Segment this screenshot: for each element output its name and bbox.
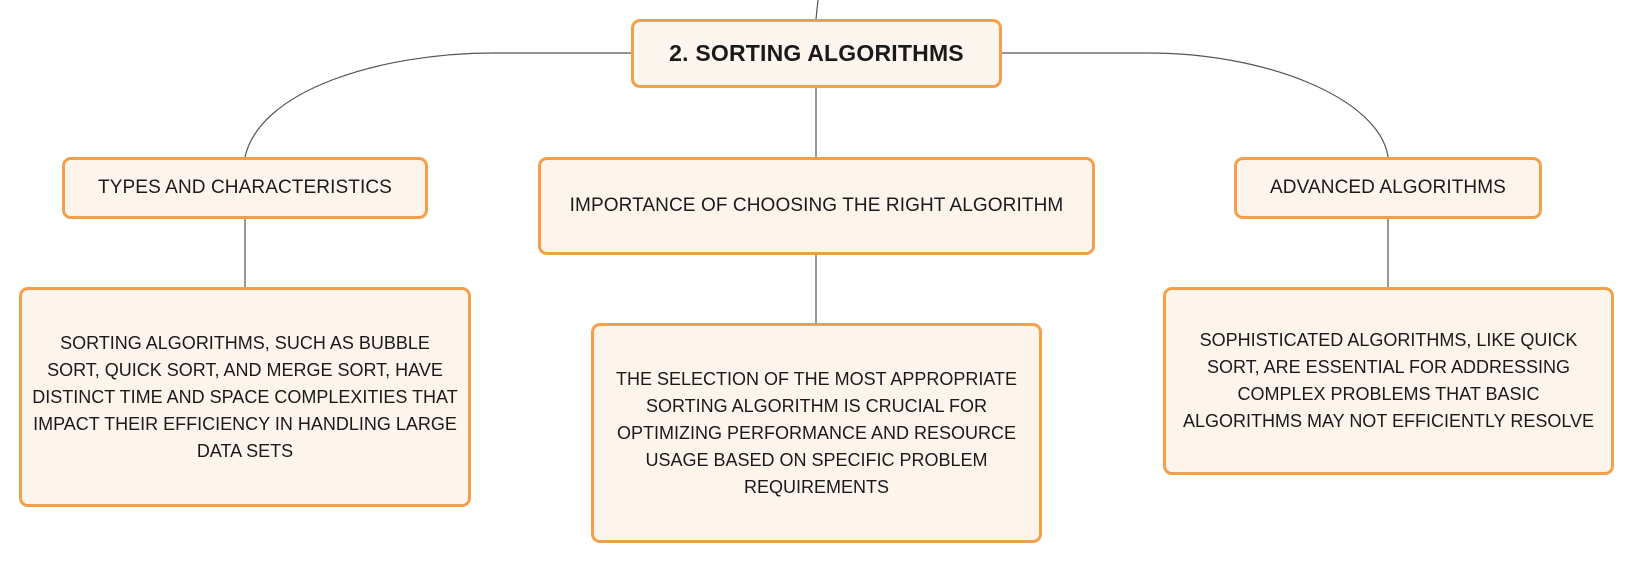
branch-node-advanced-label: ADVANCED ALGORITHMS — [1270, 177, 1506, 198]
connector-incoming-root — [816, 0, 818, 19]
detail-node-advanced[interactable] — [1163, 287, 1614, 475]
detail-node-importance[interactable] — [591, 323, 1042, 543]
root-node-label: 2. SORTING ALGORITHMS — [669, 40, 964, 66]
detail-node-types-text: SORTING ALGORITHMS, SUCH AS BUBBLE SORT, QUICK SORT, AND MERGE SORT, HAVE DISTINCT TIME AND SPACE COMPLEXITIES THAT IMPACT THEIR EFFICIENCY IN HANDLING LARGE DATA SETS — [32, 332, 458, 461]
branch-node-types[interactable] — [62, 157, 428, 219]
branch-node-importance[interactable] — [538, 157, 1095, 255]
branch-node-importance-label: IMPORTANCE OF CHOOSING THE RIGHT ALGORITHM — [569, 195, 1064, 216]
root-node[interactable] — [631, 19, 1002, 88]
connector-root-to-types — [245, 53, 631, 157]
branch-node-advanced[interactable] — [1234, 157, 1542, 219]
detail-node-importance-text: THE SELECTION OF THE MOST APPROPRIATE SORTING ALGORITHM IS CRUCIAL FOR OPTIMIZING PERFORMANCE AND RESOURCE USAGE BASED ON SPECIFIC PROBLEM REQUIREMENTS — [615, 368, 1018, 497]
detail-node-types[interactable] — [19, 287, 471, 507]
branch-node-types-label: TYPES AND CHARACTERISTICS — [98, 177, 392, 198]
detail-node-advanced-text: SOPHISTICATED ALGORITHMS, LIKE QUICK SORT, ARE ESSENTIAL FOR ADDRESSING COMPLEX PROBLEMS THAT BASIC ALGORITHMS MAY NOT EFFICIENTLY RESOLVE — [1182, 330, 1595, 431]
connector-root-to-advanced — [1002, 53, 1388, 157]
